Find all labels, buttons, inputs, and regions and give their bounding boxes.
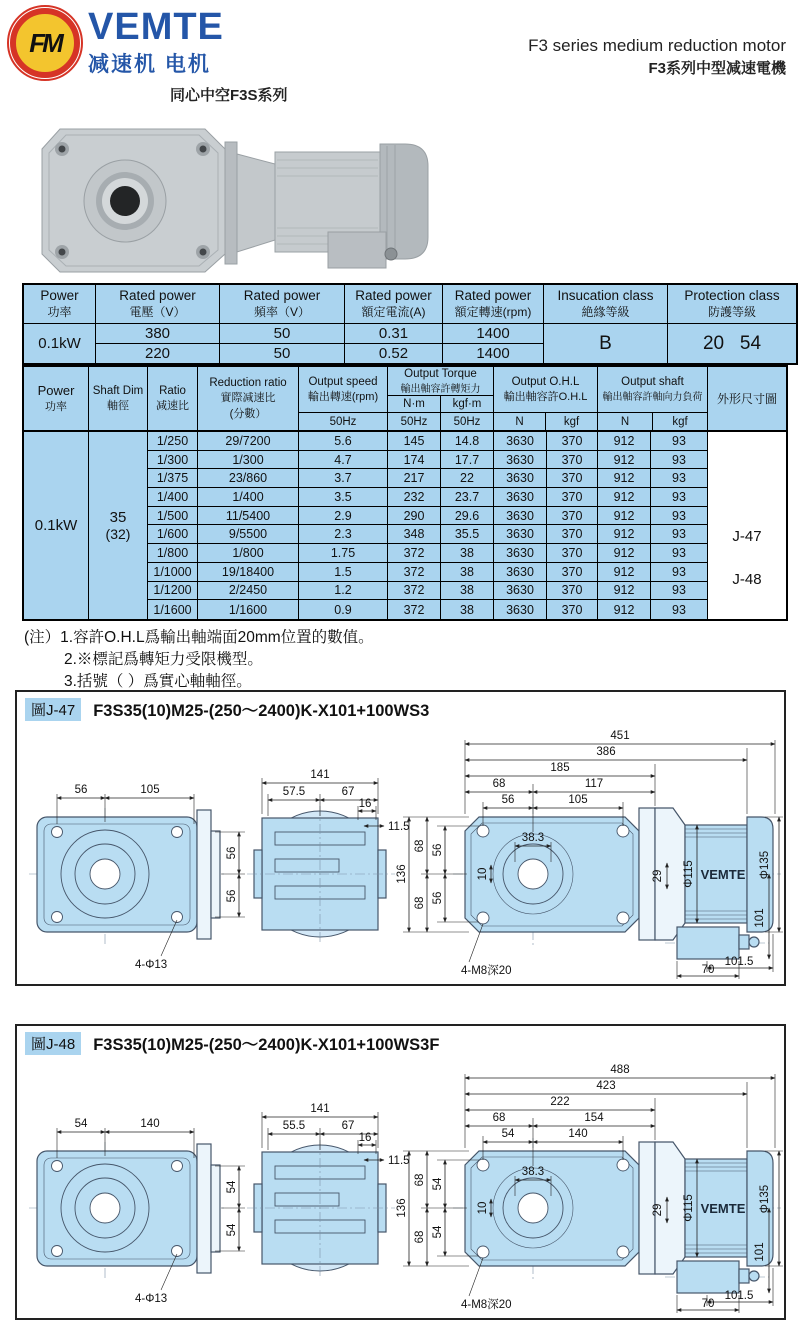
cell-torque-nm: 372 [388, 563, 441, 581]
dim-label: 16 [358, 1132, 372, 1144]
dim-label: 140 [568, 1128, 588, 1140]
cell-ohl-n: 3630 [494, 600, 547, 619]
cell-ohl-n: 3630 [494, 507, 547, 525]
figure-label-j48: 圖J-48 [25, 1032, 81, 1055]
header-protection: Protection class 防護等級 [668, 284, 798, 324]
cell-torque-nm: 372 [388, 600, 441, 619]
dim-label: 105 [140, 784, 160, 796]
spec-row [148, 600, 708, 619]
dim-label: 54 [432, 1177, 444, 1191]
spec-row [148, 563, 708, 582]
dim-label: 68 [414, 1230, 426, 1244]
hole-callout: 4-Φ13 [135, 1293, 168, 1305]
rating-table [22, 283, 798, 365]
figure-label-j47: 圖J-47 [25, 698, 81, 721]
speed-2: 1400 [443, 344, 544, 365]
dim-label: 140 [140, 1118, 160, 1130]
cell-axial-kgf: 93 [651, 544, 708, 562]
dim-label: Φ115 [683, 860, 695, 888]
spec-table [22, 365, 788, 621]
cell-ohl-kgf: 370 [547, 563, 598, 581]
header-kgfm: kgf·m [452, 398, 482, 410]
dim-label: 141 [310, 769, 330, 781]
spec-table-body [24, 432, 786, 619]
header-ohl-n: N [494, 413, 546, 430]
dim-label: Φ135 [759, 850, 771, 880]
cell-ratio: 1/400 [148, 488, 198, 506]
frequency-1: 50 [220, 324, 345, 344]
cell-axial-n: 912 [598, 507, 651, 525]
motor-brand-label: VEMTE [700, 1201, 746, 1216]
cell-axial-kgf: 93 [651, 563, 708, 581]
cell-torque-kgfm: 38 [441, 544, 494, 562]
header-speed-50hz: 50Hz [299, 413, 387, 430]
dim-label: 54 [74, 1118, 88, 1130]
figure-box-j48 [15, 1024, 786, 1320]
title-chinese: F3系列中型减速電機 [648, 60, 786, 77]
cell-axial-kgf: 93 [651, 582, 708, 600]
cell-torque-nm: 174 [388, 451, 441, 469]
dim-label: 70 [701, 1298, 715, 1310]
note-2: 2.※標記爲轉矩力受限機型。 [64, 651, 263, 668]
dim-label: 101 [754, 908, 766, 928]
dim-label: 101.5 [724, 956, 754, 968]
main-view [396, 1064, 783, 1313]
cell-torque-nm: 145 [388, 432, 441, 450]
dim-label: 222 [550, 1096, 570, 1108]
cell-torque-nm: 232 [388, 488, 441, 506]
cell-torque-nm: 217 [388, 469, 441, 487]
cell-ohl-kgf: 370 [547, 544, 598, 562]
cell-axial-kgf: 93 [651, 432, 708, 450]
dim-label: 56 [226, 846, 238, 860]
cell-ohl-kgf: 370 [547, 582, 598, 600]
cell-ohl-kgf: 370 [547, 451, 598, 469]
dim-label: 68 [414, 1173, 426, 1187]
figure-ref-j48: J-48 [732, 571, 762, 588]
front-view [29, 1118, 245, 1305]
title-english: F3 series medium reduction motor [528, 36, 786, 55]
dim-label: 56 [501, 794, 515, 806]
cell-torque-kgfm: 38 [441, 563, 494, 581]
cell-speed: 1.75 [299, 544, 388, 562]
header-frequency: Rated power 頻率（V） [220, 284, 345, 324]
header-output-shaft-load: Output shaft 輸出軸容許軸向力負荷 N kgf [598, 367, 708, 430]
power-value: 0.1kW [23, 324, 96, 365]
spec-power-value: 0.1kW [24, 432, 89, 619]
cell-ratio: 1/500 [148, 507, 198, 525]
side-view [247, 1103, 410, 1278]
header-output-speed: Output speed 輸出轉速(rpm) 50Hz [299, 367, 388, 430]
figure-title-j48 [17, 1026, 784, 1056]
dim-label: 55.5 [282, 1120, 306, 1132]
cell-ohl-kgf: 370 [547, 600, 598, 619]
brand-name: VEMTE [88, 6, 224, 48]
cell-axial-kgf: 93 [651, 525, 708, 543]
cell-axial-kgf: 93 [651, 469, 708, 487]
badge-letters: FM [29, 27, 61, 58]
brand-badge-icon [10, 8, 80, 78]
dim-label: 56 [432, 843, 444, 857]
rating-table-header [23, 284, 797, 324]
header-ohl-kgf: kgf [563, 415, 580, 428]
cell-speed: 3.5 [299, 488, 388, 506]
dim-label: 68 [414, 896, 426, 910]
cell-speed: 2.3 [299, 525, 388, 543]
header-output-torque: Output Torque 輸出軸容許轉矩力 N·m kgf·m 50Hz 50Hz [388, 367, 494, 430]
dim-label: 29 [652, 1203, 664, 1217]
cell-torque-nm: 372 [388, 544, 441, 562]
dim-label: Φ115 [683, 1194, 695, 1222]
cell-reduction: 9/5500 [198, 525, 299, 543]
dim-label: 11.5 [388, 1155, 410, 1167]
cell-ohl-n: 3630 [494, 451, 547, 469]
cell-torque-kgfm: 38 [441, 582, 494, 600]
header-insulation: Insucation class 絶緣等級 [544, 284, 668, 324]
header-torque-50hz-1: 50Hz [388, 413, 441, 430]
cell-ohl-kgf: 370 [547, 507, 598, 525]
insulation-value: B [544, 324, 668, 365]
spec-row [148, 507, 708, 526]
dim-label: 54 [226, 1180, 238, 1194]
cell-reduction: 23/860 [198, 469, 299, 487]
cell-ohl-n: 3630 [494, 563, 547, 581]
figure-model-j48: F3S35(10)M25-(250～2400)K-X101+100WS3F [93, 1036, 440, 1054]
cell-axial-n: 912 [598, 600, 651, 619]
dim-label: 10 [477, 867, 489, 881]
note-1: (注）1.容許O.H.L爲輸出軸端面20mm位置的數值。 [24, 629, 374, 646]
cell-torque-kgfm: 29.6 [441, 507, 494, 525]
side-view [247, 769, 410, 944]
dim-label: 185 [550, 762, 570, 774]
cell-torque-kgfm: 22 [441, 469, 494, 487]
dim-label: 67 [341, 1120, 355, 1132]
motor-brand-label: VEMTE [700, 867, 746, 882]
cell-ratio: 1/375 [148, 469, 198, 487]
rating-row-380 [23, 324, 797, 344]
speed-1: 1400 [443, 324, 544, 344]
cell-ohl-kgf: 370 [547, 469, 598, 487]
cell-speed: 4.7 [299, 451, 388, 469]
dim-label: 70 [701, 964, 715, 976]
spec-row [148, 525, 708, 544]
dim-label: 68 [492, 778, 506, 790]
cell-ohl-kgf: 370 [547, 488, 598, 506]
dim-label: 38.3 [521, 832, 545, 844]
cell-torque-kgfm: 23.7 [441, 488, 494, 506]
cell-ohl-kgf: 370 [547, 525, 598, 543]
cell-torque-nm: 348 [388, 525, 441, 543]
header-shaft-dim: Shaft Dim 軸徑 [89, 367, 148, 430]
spec-row [148, 582, 708, 601]
cell-axial-n: 912 [598, 469, 651, 487]
cell-axial-n: 912 [598, 488, 651, 506]
cell-ohl-kgf: 370 [547, 432, 598, 450]
header-voltage: Rated power 電壓（V） [96, 284, 220, 324]
cell-reduction: 29/7200 [198, 432, 299, 450]
figure-reference-column [708, 432, 786, 619]
dim-label: 56 [226, 889, 238, 903]
cell-axial-n: 912 [598, 563, 651, 581]
spec-row [148, 488, 708, 507]
dim-label: 136 [396, 1198, 408, 1218]
dim-label: 136 [396, 864, 408, 884]
cell-ratio: 1/1200 [148, 582, 198, 600]
dim-label: 451 [610, 730, 630, 742]
cell-ratio: 1/300 [148, 451, 198, 469]
figure-model-j47: F3S35(10)M25-(250～2400)K-X101+100WS3 [93, 702, 430, 720]
cell-torque-kgfm: 35.5 [441, 525, 494, 543]
cell-reduction: 1/1600 [198, 600, 299, 619]
cell-speed: 2.9 [299, 507, 388, 525]
dim-label: 141 [310, 1103, 330, 1115]
cell-torque-kgfm: 38 [441, 600, 494, 619]
cell-speed: 0.9 [299, 600, 388, 619]
header-power: Power 功率 [24, 367, 89, 430]
dim-label: 54 [432, 1225, 444, 1239]
cell-axial-kgf: 93 [651, 488, 708, 506]
cell-torque-kgfm: 17.7 [441, 451, 494, 469]
brand-logo [10, 8, 224, 78]
cell-ratio: 1/1000 [148, 563, 198, 581]
cell-speed: 1.2 [299, 582, 388, 600]
cell-axial-n: 912 [598, 451, 651, 469]
note-3: 3.括號（ ）爲實心軸軸徑。 [64, 673, 252, 690]
tap-callout: 4-M8深20 [461, 1299, 512, 1311]
dim-label: 423 [596, 1080, 616, 1092]
cell-ohl-n: 3630 [494, 582, 547, 600]
spec-table-header [24, 367, 786, 432]
dim-label: 10 [477, 1201, 489, 1215]
header-power: Power 功率 [23, 284, 96, 324]
dim-label: 488 [610, 1064, 630, 1076]
dim-label: 38.3 [521, 1166, 545, 1178]
dimension-drawing-j47 [17, 722, 783, 980]
header-speed: Rated power 額定轉速(rpm) [443, 284, 544, 324]
cell-reduction: 1/300 [198, 451, 299, 469]
header-current: Rated power 額定電流(A) [345, 284, 443, 324]
cell-speed: 5.6 [299, 432, 388, 450]
front-view [29, 784, 245, 971]
cell-ratio: 1/250 [148, 432, 198, 450]
current-1: 0.31 [345, 324, 443, 344]
dim-label: 67 [341, 786, 355, 798]
cell-torque-nm: 290 [388, 507, 441, 525]
spec-row [148, 469, 708, 488]
hole-callout: 4-Φ13 [135, 959, 168, 971]
dim-label: 68 [414, 839, 426, 853]
cell-ratio: 1/1600 [148, 600, 198, 619]
cell-torque-nm: 372 [388, 582, 441, 600]
cell-speed: 3.7 [299, 469, 388, 487]
spec-row [148, 544, 708, 563]
header-axial-n: N [598, 413, 653, 430]
cell-ratio: 1/600 [148, 525, 198, 543]
header-output-ohl: Output O.H.L 輸出軸容許O.H.L N kgf [494, 367, 598, 430]
series-name: 同心中空F3S系列 [170, 87, 288, 104]
cell-axial-kgf: 93 [651, 507, 708, 525]
cell-reduction: 1/800 [198, 544, 299, 562]
dim-label: 101 [754, 1242, 766, 1262]
current-2: 0.52 [345, 344, 443, 365]
dim-label: 68 [492, 1112, 506, 1124]
dimension-drawing-j48 [17, 1056, 783, 1314]
header-ratio: Ratio 减速比 [148, 367, 198, 430]
dim-label: Φ135 [759, 1184, 771, 1214]
spec-rows [148, 432, 708, 619]
dim-label: 56 [74, 784, 88, 796]
dim-label: 154 [584, 1112, 604, 1124]
spec-shaft-value: 35 (32) [89, 432, 148, 619]
cell-axial-n: 912 [598, 582, 651, 600]
dim-label: 386 [596, 746, 616, 758]
dim-label: 16 [358, 798, 372, 810]
dim-label: 11.5 [388, 821, 410, 833]
cell-axial-n: 912 [598, 432, 651, 450]
frequency-2: 50 [220, 344, 345, 365]
dim-label: 105 [568, 794, 588, 806]
voltage-1: 380 [96, 324, 220, 344]
header-reduction-ratio: Reduction ratio 實際减速比 (分數） [198, 367, 299, 430]
header-nm: N·m [388, 396, 441, 412]
header-axial-kgf: kgf [672, 415, 688, 428]
cell-axial-n: 912 [598, 525, 651, 543]
dim-label: 54 [501, 1128, 515, 1140]
tap-callout: 4-M8深20 [461, 965, 512, 977]
voltage-2: 220 [96, 344, 220, 365]
cell-reduction: 1/400 [198, 488, 299, 506]
cell-reduction: 2/2450 [198, 582, 299, 600]
dim-label: 101.5 [724, 1290, 754, 1302]
cell-ohl-n: 3630 [494, 469, 547, 487]
figure-title-j47 [17, 692, 784, 722]
cell-ohl-n: 3630 [494, 432, 547, 450]
spec-row [148, 432, 708, 451]
dim-label: 29 [652, 869, 664, 883]
cell-ohl-n: 3630 [494, 525, 547, 543]
cell-axial-kgf: 93 [651, 600, 708, 619]
cell-ohl-n: 3630 [494, 488, 547, 506]
spec-row [148, 451, 708, 470]
dim-label: 56 [432, 891, 444, 905]
cell-torque-kgfm: 14.8 [441, 432, 494, 450]
footnotes [24, 627, 374, 693]
cell-reduction: 11/5400 [198, 507, 299, 525]
header-dimension-figure: 外形尺寸圖 [708, 367, 786, 430]
dim-label: 117 [584, 778, 604, 790]
main-view [396, 730, 783, 979]
cell-axial-kgf: 93 [651, 451, 708, 469]
cell-ratio: 1/800 [148, 544, 198, 562]
figure-box-j47 [15, 690, 786, 986]
header-torque-50hz-2: 50Hz [453, 415, 481, 428]
brand-subtitle: 减速机 电机 [88, 53, 211, 76]
dim-label: 57.5 [282, 786, 306, 798]
cell-reduction: 19/18400 [198, 563, 299, 581]
protection-value: 20 54 [668, 324, 798, 365]
figure-ref-j47: J-47 [732, 528, 762, 545]
page-title [528, 36, 786, 78]
product-photo [30, 104, 450, 280]
cell-axial-n: 912 [598, 544, 651, 562]
dim-label: 54 [226, 1223, 238, 1237]
cell-speed: 1.5 [299, 563, 388, 581]
cell-ohl-n: 3630 [494, 544, 547, 562]
